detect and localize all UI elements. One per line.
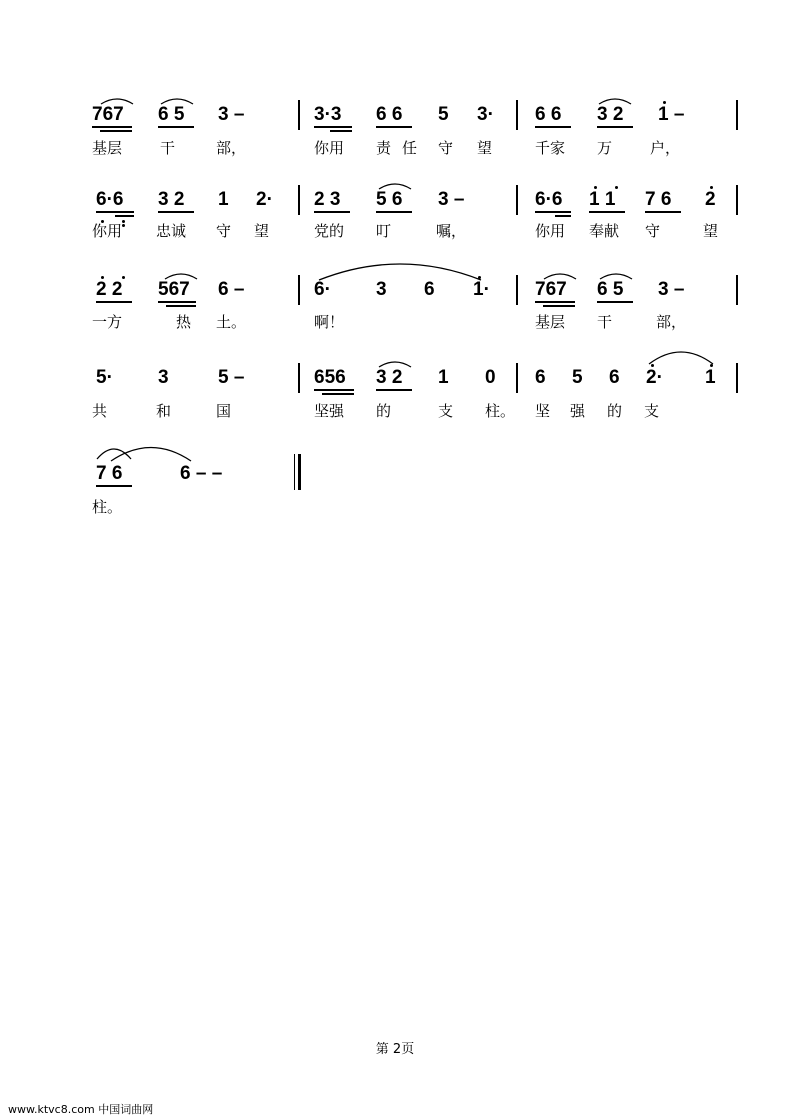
slur xyxy=(378,180,412,190)
lyric: 一方 xyxy=(92,313,123,331)
note-group: 3 xyxy=(376,279,387,300)
lyric: 坚 xyxy=(535,402,551,420)
lyric: 部， xyxy=(216,139,247,157)
slur xyxy=(110,442,192,462)
note-group: 0 xyxy=(485,367,496,388)
lyric: 支 xyxy=(644,402,660,420)
underline xyxy=(96,301,132,303)
high-octave-dot xyxy=(594,186,597,189)
lyric: 坚强 xyxy=(314,402,345,420)
note-group: 6 5 xyxy=(158,104,185,125)
score-system-1 xyxy=(0,95,790,185)
high-octave-dot xyxy=(122,276,125,279)
lyric: 奉献 xyxy=(589,222,620,240)
underline xyxy=(555,215,571,217)
lyric: 守 xyxy=(216,222,232,240)
lyric: 千家 xyxy=(535,139,566,157)
high-octave-dot xyxy=(651,364,654,367)
underline xyxy=(376,126,412,128)
barline xyxy=(516,185,518,215)
note-group: 6 6 xyxy=(535,104,562,125)
underline xyxy=(314,211,350,213)
slur xyxy=(599,270,633,280)
note-group: 6 xyxy=(424,279,435,300)
underline xyxy=(100,130,132,132)
note-group: 6 – – xyxy=(180,463,223,484)
lyric: 柱。 xyxy=(92,498,123,516)
note-group: 567 xyxy=(158,279,190,300)
note-group: 656 xyxy=(314,367,346,388)
high-octave-dot xyxy=(615,186,618,189)
barline xyxy=(736,100,738,130)
slur xyxy=(100,95,134,105)
underline xyxy=(96,211,134,213)
note-group: 3 – xyxy=(218,104,245,125)
lyric: 万 xyxy=(597,139,613,157)
underline xyxy=(322,393,354,395)
note-group: 3 2 xyxy=(376,367,403,388)
barline xyxy=(298,185,300,215)
high-octave-dot xyxy=(101,276,104,279)
lyric: 任 xyxy=(402,139,418,157)
lyric: 基层 xyxy=(92,139,123,157)
note-group: 1 1 xyxy=(589,189,616,210)
underline xyxy=(314,126,352,128)
lyric: 国 xyxy=(216,402,232,420)
lyric: 干 xyxy=(597,313,613,331)
note-group: 2 xyxy=(705,189,716,210)
note-group: 1 – xyxy=(658,104,685,125)
lyric: 强 xyxy=(570,402,586,420)
lyric: 柱。 xyxy=(485,402,516,420)
lyric: 你用 xyxy=(314,139,345,157)
high-octave-dot xyxy=(478,276,481,279)
note-group: 2· xyxy=(256,189,273,210)
lyric: 啊！ xyxy=(314,313,345,331)
underline xyxy=(376,211,412,213)
underline xyxy=(166,305,196,307)
underline xyxy=(330,130,352,132)
note-group: 6· xyxy=(314,279,331,300)
lyric: 的 xyxy=(607,402,623,420)
note-group: 6 – xyxy=(218,279,245,300)
underline xyxy=(535,211,571,213)
slur xyxy=(543,270,577,280)
underline xyxy=(158,301,196,303)
lyric: 支 xyxy=(438,402,454,420)
note-group: 5· xyxy=(96,367,113,388)
note-group: 5 – xyxy=(218,367,245,388)
note-group: 6·6 xyxy=(96,189,124,210)
underline xyxy=(535,301,575,303)
low-octave-dot xyxy=(122,224,125,227)
note-group: 6 xyxy=(609,367,620,388)
score-system-3 xyxy=(0,265,790,355)
barline xyxy=(736,363,738,393)
score-system-4 xyxy=(0,355,790,445)
underline xyxy=(158,126,194,128)
note-group: 3 – xyxy=(438,189,465,210)
slur xyxy=(648,348,714,366)
high-octave-dot xyxy=(663,101,666,104)
score-system-2 xyxy=(0,180,790,270)
note-group: 3·3 xyxy=(314,104,342,125)
lyric: 共 xyxy=(92,402,108,420)
underline xyxy=(597,301,633,303)
underline xyxy=(535,126,571,128)
page-number: 第 2页 xyxy=(375,1042,415,1057)
lyric: 叮 xyxy=(376,222,392,240)
note-group: 3 xyxy=(158,367,169,388)
note-group: 6·6 xyxy=(535,189,563,210)
barline xyxy=(298,363,300,393)
lyric: 基层 xyxy=(535,313,566,331)
slur xyxy=(318,260,482,282)
note-group: 7 6 xyxy=(645,189,672,210)
lyric: 守 xyxy=(438,139,454,157)
slur xyxy=(378,358,412,368)
lyric: 望 xyxy=(477,139,493,157)
underline xyxy=(645,211,681,213)
note-group: 2 2 xyxy=(96,279,123,300)
note-group: 1 xyxy=(218,189,229,210)
note-group: 767 xyxy=(92,104,124,125)
underline xyxy=(543,305,575,307)
underline xyxy=(589,211,625,213)
barline xyxy=(736,275,738,305)
lyric: 望 xyxy=(703,222,719,240)
lyric: 和 xyxy=(156,402,172,420)
high-octave-dot xyxy=(710,186,713,189)
note-group: 1 xyxy=(438,367,449,388)
note-group: 3 – xyxy=(658,279,685,300)
slur xyxy=(164,270,198,280)
underline xyxy=(92,126,132,128)
barline xyxy=(516,275,518,305)
note-group: 5 xyxy=(438,104,449,125)
note-group: 6 5 xyxy=(597,279,624,300)
note-group: 3 2 xyxy=(158,189,185,210)
underline xyxy=(96,485,132,487)
lyric: 土。 xyxy=(216,313,247,331)
note-group: 1· xyxy=(473,279,490,300)
barline xyxy=(298,275,300,305)
note-group: 3· xyxy=(477,104,494,125)
score-system-5 xyxy=(0,440,790,530)
note-group: 5 6 xyxy=(376,189,403,210)
note-group: 7 6 xyxy=(96,463,123,484)
note-group: 3 2 xyxy=(597,104,624,125)
underline xyxy=(115,215,134,217)
site-watermark: www.ktvc8.com 中国词曲网 xyxy=(8,1103,154,1116)
note-group: 1 xyxy=(705,367,716,388)
lyric: 户， xyxy=(650,139,681,157)
lyric: 望 xyxy=(254,222,270,240)
lyric: 热 xyxy=(176,313,192,331)
lyric: 党的 xyxy=(314,222,345,240)
underline xyxy=(314,389,354,391)
lyric: 忠诚 xyxy=(156,222,187,240)
note-group: 767 xyxy=(535,279,567,300)
low-octave-dot xyxy=(122,220,125,223)
lyric: 嘱， xyxy=(436,222,467,240)
final-barline-thin xyxy=(294,454,295,490)
note-group: 5 xyxy=(572,367,583,388)
high-octave-dot xyxy=(710,364,713,367)
lyric: 干 xyxy=(160,139,176,157)
note-group: 2 3 xyxy=(314,189,341,210)
barline xyxy=(516,100,518,130)
slur xyxy=(598,95,632,105)
underline xyxy=(597,126,633,128)
underline xyxy=(376,389,412,391)
note-group: 6 6 xyxy=(376,104,403,125)
underline xyxy=(158,211,194,213)
slur xyxy=(160,95,194,105)
barline xyxy=(516,363,518,393)
lyric: 你用 xyxy=(92,222,123,240)
lyric: 的 xyxy=(376,402,392,420)
barline xyxy=(298,100,300,130)
lyric: 部， xyxy=(656,313,687,331)
final-barline-thick xyxy=(298,454,301,490)
lyric: 你用 xyxy=(535,222,566,240)
lyric: 守 xyxy=(645,222,661,240)
barline xyxy=(736,185,738,215)
note-group: 2· xyxy=(646,367,663,388)
note-group: 6 xyxy=(535,367,546,388)
lyric: 责 xyxy=(376,139,392,157)
